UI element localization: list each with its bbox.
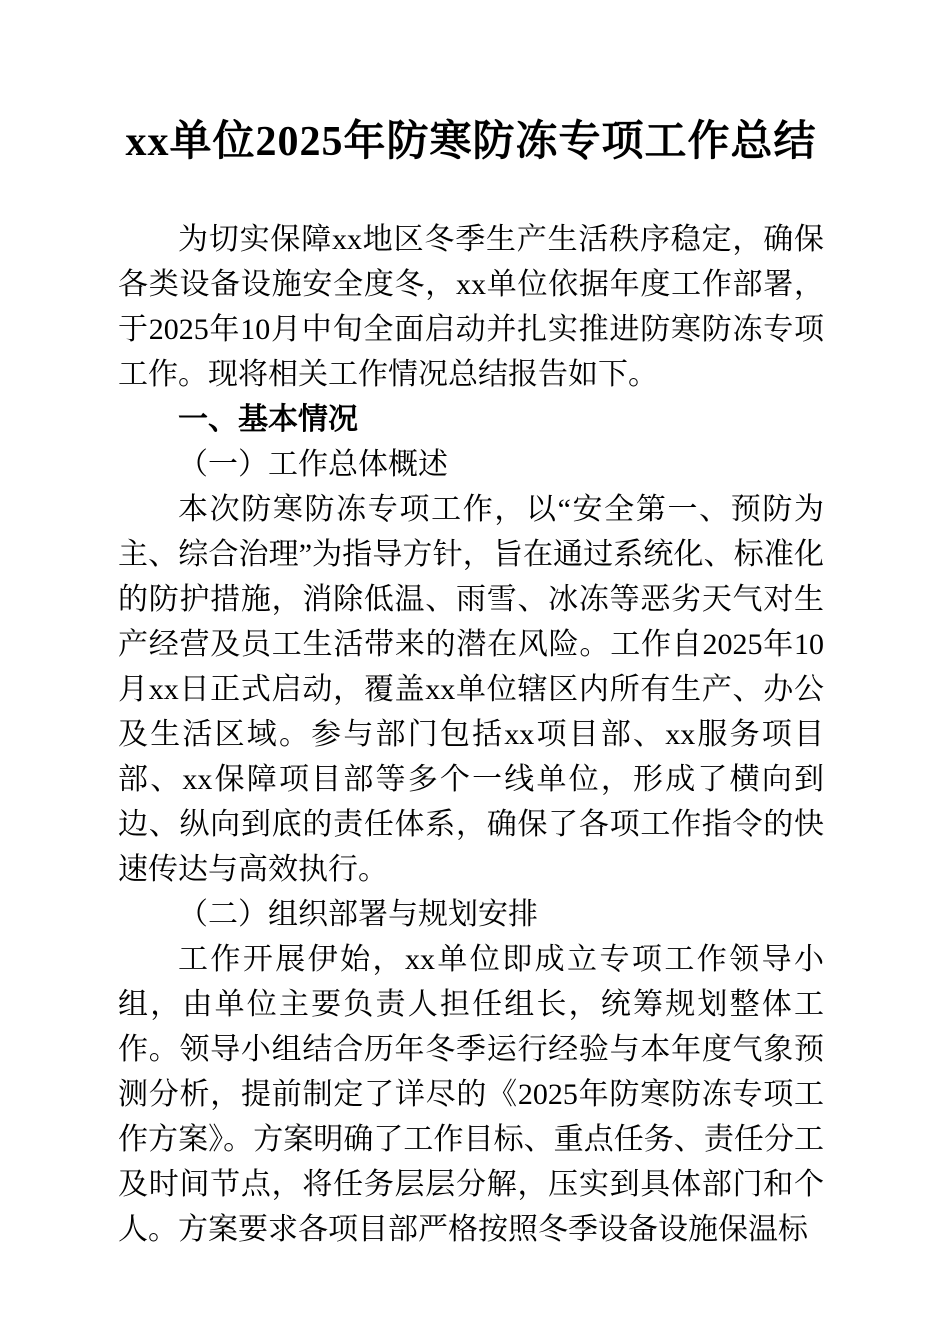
intro-paragraph: 为切实保障xx地区冬季生产生活秩序稳定，确保各类设备设施安全度冬，xx单位依据年度工作部署，于2025年10月中旬全面启动并扎实推进防寒防冻专项工作。现将相关工作情况总结报告如下。 [118, 222, 824, 391]
subsection-heading-overall-overview: （一）工作总体概述 [178, 447, 448, 481]
section-heading-basic-situation: 一、基本情况 [178, 402, 358, 436]
paragraph-organization-planning: 工作开展伊始，xx单位即成立专项工作领导小组，由单位主要负责人担任组长，统筹规划整体工作。领导小组结合历年冬季运行经验与本年度气象预测分析，提前制定了详尽的《2025年防寒防冻专项工作方案》。方案明确了工作目标、重点任务、责任分工及时间节点，将任务层层分解，压实到具体部门和个人。方案要求各项目部严格按照冬季设备设施保温标 [118, 942, 824, 1246]
document-title: xx单位2025年防寒防冻专项工作总结 [125, 119, 817, 165]
subsection-heading-organization-planning: （二）组织部署与规划安排 [178, 897, 538, 931]
paragraph-overall-overview: 本次防寒防冻专项工作，以“安全第一、预防为主、综合治理”为指导方针，旨在通过系统化、标准化的防护措施，消除低温、雨雪、冰冻等恶劣天气对生产经营及员工生活带来的潜在风险。工作自2025年10月xx日正式启动，覆盖xx单位辖区内所有生产、办公及生活区域。参与部门包括xx项目部、xx服务项目部、xx保障项目部等多个一线单位，形成了横向到边、纵向到底的责任体系，确保了各项工作指令的快速传达与高效执行。 [118, 492, 824, 886]
